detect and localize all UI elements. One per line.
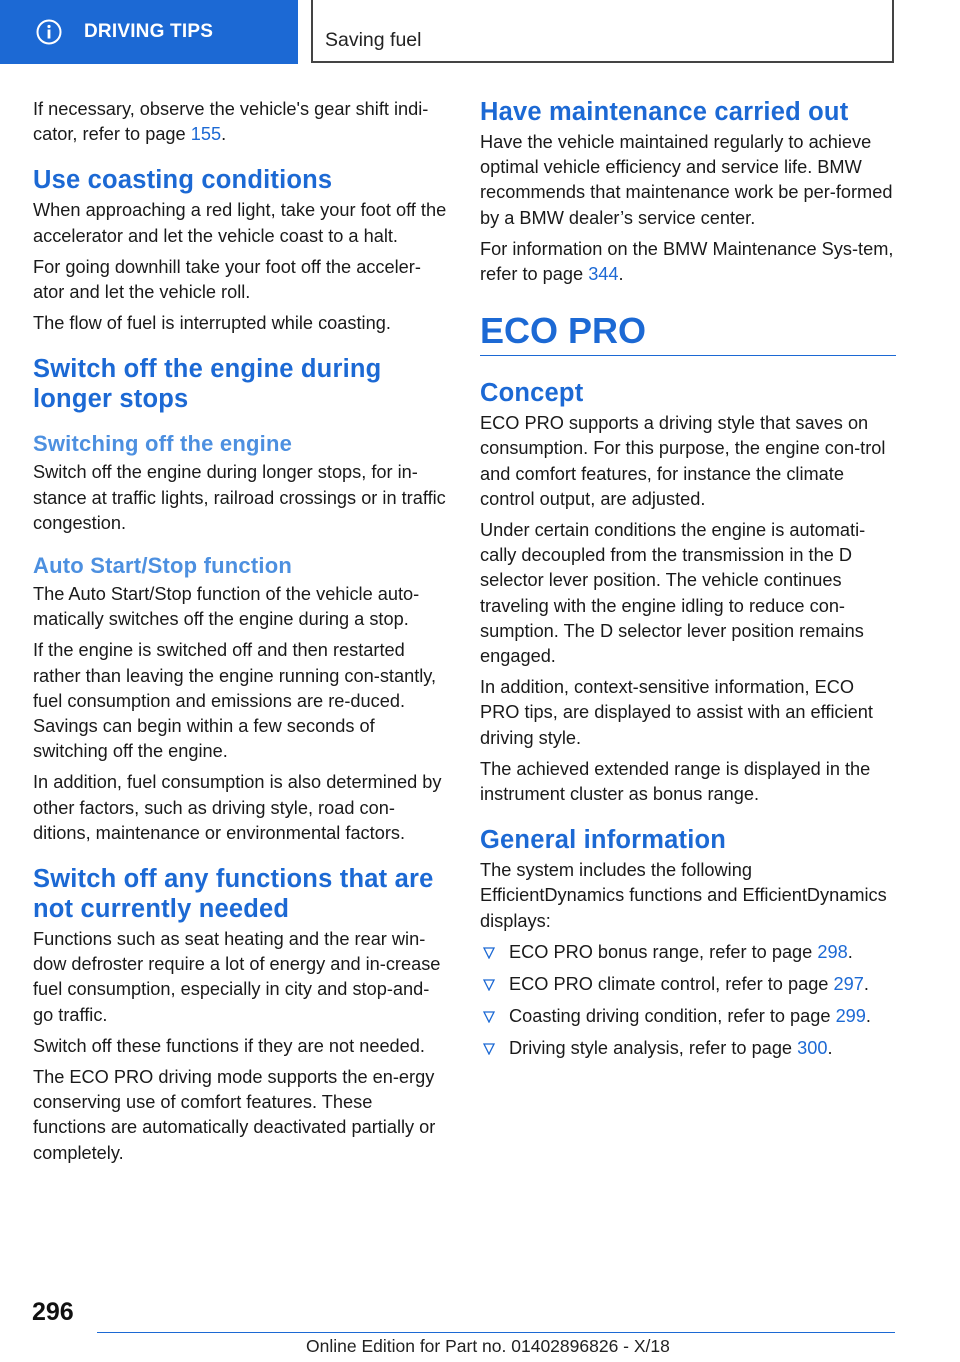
functions-paragraph-2: Switch off these functions if they are not needed. (33, 1035, 425, 1056)
right-column (480, 97, 896, 1068)
switch-off-heading: Switch off the engine during longer stops (33, 355, 382, 414)
concept-heading: Concept (480, 379, 584, 408)
auto-start-stop-subheading: Auto Start/Stop function (33, 553, 292, 579)
list-item-text: ECO PRO bonus range, refer to page (509, 941, 818, 962)
page-link[interactable]: 300 (797, 1037, 828, 1058)
coasting-heading: Use coasting conditions (33, 166, 333, 195)
efficientdynamics-list (480, 940, 896, 1061)
list-item (480, 1036, 896, 1061)
general-info-heading: General information (480, 826, 727, 855)
switching-off-subheading: Switching off the engine (33, 431, 293, 457)
concept-paragraph-2: Under certain conditions the engine is automati-cally decoupled from the transmission in the D selector lever position. The vehicle continues traveling with the engine idling to reduce con-sumption. The D selector lever position remains engaged. (480, 520, 866, 667)
section-title: Saving fuel (325, 29, 422, 51)
coasting-paragraph-2: For going downhill take your foot off the acceler-ator and let the vehicle roll. (33, 256, 421, 303)
list-item (480, 1004, 896, 1029)
intro-text: If necessary, observe the vehicle's gear shift indi-cator, refer to page (33, 99, 429, 145)
edition-note: Online Edition for Part no. 01402896826 - X/18 (306, 1336, 670, 1356)
eco-pro-title: ECO PRO (480, 309, 896, 356)
maintenance-heading: Have maintenance carried out (480, 98, 849, 126)
functions-paragraph-1: Functions such as seat heating and the rear win-dow defroster require a lot of energy and in-crease fuel consumption, especially in city and stop-and-go traffic. (33, 929, 441, 1025)
list-item-text: Coasting driving condition, refer to page (509, 1005, 836, 1026)
concept-paragraph-4: The achieved extended range is displayed in the instrument cluster as bonus range. (480, 758, 871, 805)
triangle-bullet-icon (483, 979, 495, 991)
list-item-suffix: . (827, 1037, 833, 1058)
auto-start-stop-paragraph-1: The Auto Start/Stop function of the vehicle auto-matically switches off the engine during a stop. (33, 584, 420, 630)
coasting-paragraph-3: The flow of fuel is interrupted while coasting. (33, 313, 391, 334)
auto-start-stop-paragraph-3: In addition, fuel consumption is also determined by other factors, such as driving style, road con-ditions, maintenance or environmental factors. (33, 772, 442, 843)
list-item-suffix: . (863, 973, 869, 994)
triangle-bullet-icon (483, 1011, 495, 1023)
page-link[interactable]: 298 (817, 941, 848, 962)
list-item-suffix: . (847, 941, 853, 962)
switching-off-paragraph: Switch off the engine during longer stops, for in-stance at traffic lights, railroad crossings or in traffic congestion. (33, 462, 446, 533)
concept-paragraph-3: In addition, context-sensitive information, ECO PRO tips, are displayed to assist with an efficient driving style. (480, 677, 873, 748)
page-link[interactable]: 155 (190, 124, 222, 145)
intro-paragraph (33, 97, 449, 147)
footer-divider (97, 1332, 895, 1333)
list-item-suffix: . (865, 1005, 871, 1026)
maintenance-suffix: . (618, 264, 624, 285)
general-info-paragraph: The system includes the following EfficientDynamics functions and EfficientDynamics displays: (480, 860, 887, 931)
functions-paragraph-3: The ECO PRO driving mode supports the en-ergy conserving use of comfort features. These functions are automatically deactivated partially or completely. (33, 1067, 436, 1163)
list-item-text: Driving style analysis, refer to page (509, 1037, 798, 1058)
list-item (480, 972, 896, 997)
maintenance-text: For information on the BMW Maintenance Sys-tem, refer to page (480, 238, 894, 285)
maintenance-paragraph-2 (480, 237, 896, 287)
coasting-paragraph-1: When approaching a red light, take your foot off the accelerator and let the vehicle coast to a halt. (33, 200, 447, 246)
section-tab (0, 0, 298, 64)
maintenance-paragraph-1: Have the vehicle maintained regularly to achieve optimal vehicle efficiency and service life. BMW recommends that maintenance work be per-formed by a BMW dealer’s service center. (480, 132, 893, 228)
left-column (33, 97, 449, 1172)
page-link[interactable]: 299 (835, 1005, 866, 1026)
triangle-bullet-icon (483, 1043, 495, 1055)
triangle-bullet-icon (483, 947, 495, 959)
page-number: 296 (32, 1298, 74, 1326)
functions-heading: Switch off any functions that are not currently needed (33, 865, 434, 924)
concept-paragraph-1: ECO PRO supports a driving style that saves on consumption. For this purpose, the engine con-trol and comfort features, for instance the climate control output, are adjusted. (480, 413, 886, 509)
page-link[interactable]: 344 (588, 264, 619, 285)
page-link[interactable]: 297 (833, 973, 864, 994)
auto-start-stop-paragraph-2: If the engine is switched off and then restarted rather than leaving the engine running con-stantly, fuel consumption and emissions are re-duced. Savings can begin within a few seconds of switching off the engine. (33, 640, 437, 762)
list-item-text: ECO PRO climate control, refer to page (509, 973, 834, 994)
info-icon (36, 19, 62, 45)
section-tab-label: DRIVING TIPS (84, 21, 214, 42)
intro-suffix: . (221, 124, 227, 145)
list-item (480, 940, 896, 965)
